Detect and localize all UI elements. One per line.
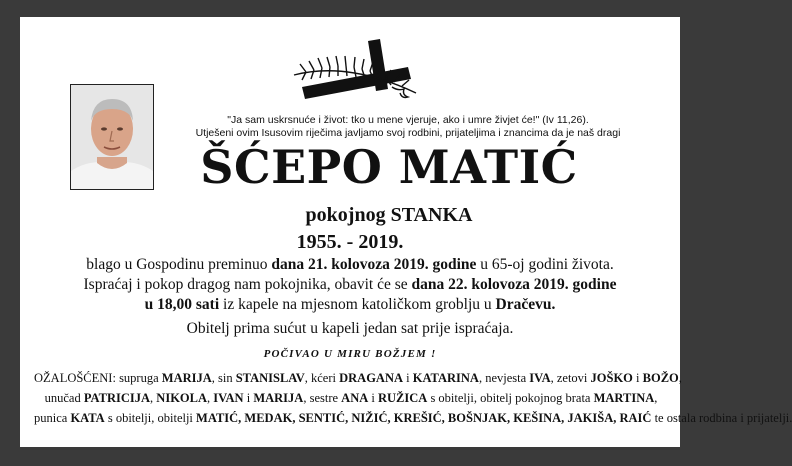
mourner-name: DRAGANA — [339, 371, 403, 385]
mourner-name: STANISLAV — [235, 371, 305, 385]
rest-in-peace: POČIVAO U MIRU BOŽJEM ! — [263, 348, 437, 360]
deceased-name: ŠĆEPO MATIĆ — [200, 140, 578, 194]
text-segment: blago u Gospodinu preminuo — [86, 256, 272, 273]
text-segment: Ispraćaj i pokop dragog nam pokojnika, obavit će se — [83, 276, 412, 293]
mourner-name: MARIJA — [253, 391, 304, 405]
funeral-place-line — [20, 295, 680, 315]
condolence-line: Obitelj prima sućut u kapeli jedan sat prije ispraćaja. — [186, 320, 514, 337]
funeral-time: u 18,00 sati — [144, 296, 220, 313]
announcement-intro: Utješeni ovim Isusovim riječima javljamo svoj rodbini, prijateljima i znancima da je naš dragi — [195, 127, 621, 139]
mourner-name: RUŽICA — [378, 391, 428, 405]
mourner-text: s obitelji, obitelji — [104, 411, 197, 425]
obituary-card — [20, 17, 792, 447]
mourner-name: KATA — [70, 411, 105, 425]
cross-with-palm-icon — [288, 37, 428, 101]
deceased-photo — [70, 84, 154, 190]
mourner-text: s obitelji, obitelj pokojnog brata — [427, 391, 594, 405]
death-notice-line — [20, 255, 680, 275]
mourner-name: KATARINA — [412, 371, 479, 385]
mourner-text: , — [678, 371, 682, 385]
mourner-text: , zetovi — [550, 371, 591, 385]
mourner-text: te ostala rodbina i prijatelji. — [651, 411, 792, 425]
mourner-text: , nevjesta — [478, 371, 530, 385]
mourner-name: MARTINA — [593, 391, 655, 405]
mourner-name: BOŽO — [642, 371, 679, 385]
mourner-name: ANA — [341, 391, 369, 405]
mourner-text: , — [207, 391, 214, 405]
funeral-notice-line — [20, 275, 680, 295]
mourner-text: , kćeri — [304, 371, 340, 385]
mourner-text: , sestre — [303, 391, 342, 405]
funeral-date: dana 22. kolovoza 2019. godine — [411, 276, 617, 293]
mourner-text: i — [368, 391, 378, 405]
funeral-place: Dračevu. — [495, 296, 556, 313]
mourner-name: IVAN — [213, 391, 244, 405]
mourner-text: OŽALOŠĆENI: supruga — [34, 371, 162, 385]
mourner-name: MARIJA — [161, 371, 212, 385]
mourners-line — [34, 409, 792, 427]
mourner-name: PATRICIJA — [83, 391, 151, 405]
mourner-name: JOŠKO — [590, 371, 633, 385]
death-date: dana 21. kolovoza 2019. godine — [271, 256, 477, 273]
text-segment: u 65-oj godini života. — [476, 256, 614, 273]
mourner-text: i — [243, 391, 254, 405]
mourner-name: MATIĆ, MEDAK, SENTIĆ, NIŽIĆ, KREŠIĆ, BOŠNJAK, KEŠINA, JAKIŠA, RAIĆ — [196, 411, 652, 425]
mourner-text: unučad — [44, 391, 84, 405]
mourner-text: , — [654, 391, 658, 405]
mourners-line — [34, 369, 682, 387]
mourner-name: NIKOLA — [156, 391, 207, 405]
father-name: pokojnog STANKA — [305, 204, 473, 226]
mourner-text: i — [403, 371, 413, 385]
mourner-name: IVA — [529, 371, 551, 385]
mourner-text: , — [150, 391, 157, 405]
life-years: 1955. - 2019. — [296, 231, 404, 253]
bible-quote: "Ja sam uskrsnuće i život: tko u mene vjeruje, ako i umre živjet će!" (Iv 11,26). — [227, 114, 589, 126]
mourner-text: i — [632, 371, 643, 385]
mourner-text: punica — [34, 411, 71, 425]
mourner-text: , sin — [211, 371, 236, 385]
mourners-line — [34, 389, 668, 407]
text-segment: iz kapele na mjesnom katoličkom groblju u — [219, 296, 496, 313]
